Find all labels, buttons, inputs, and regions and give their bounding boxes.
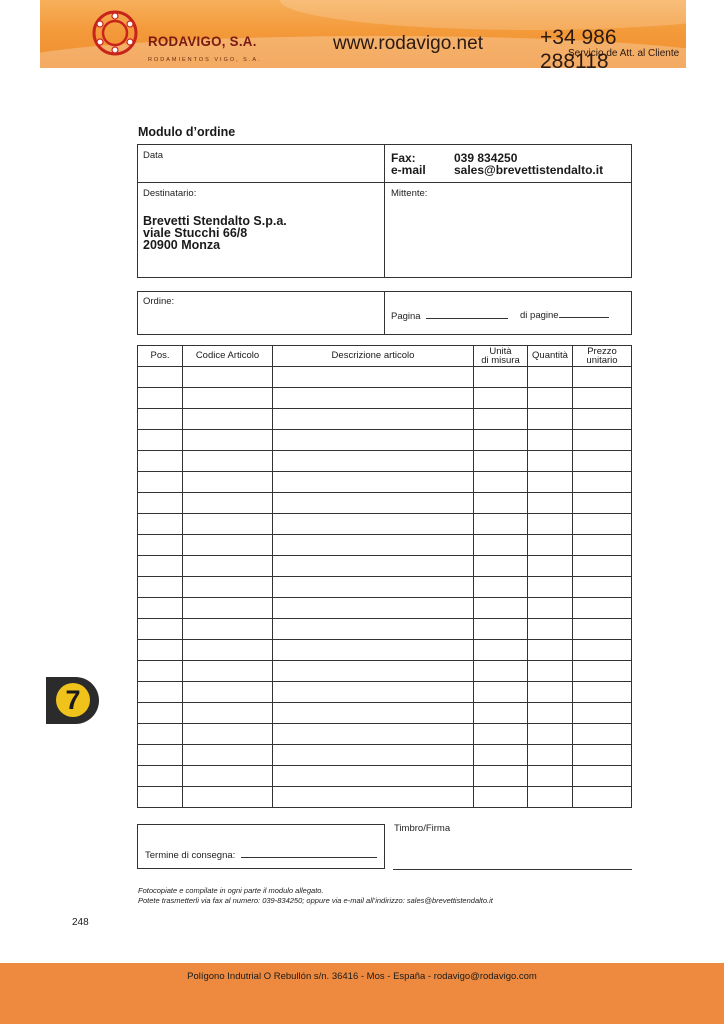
di-pagine-input-line[interactable] [559, 317, 609, 318]
table-cell[interactable] [528, 493, 573, 514]
table-cell[interactable] [528, 766, 573, 787]
table-cell[interactable] [573, 367, 632, 388]
recipient-line: viale Stucchi 66/8 [143, 226, 248, 240]
table-row [138, 703, 632, 724]
website-link[interactable]: www.rodavigo.net [333, 33, 483, 54]
table-cell[interactable] [528, 451, 573, 472]
table-cell[interactable] [273, 724, 474, 745]
col-header-unita-line1: Unità [489, 345, 512, 357]
table-cell[interactable] [474, 766, 528, 787]
table-cell[interactable] [528, 514, 573, 535]
table-cell[interactable] [474, 787, 528, 808]
table-cell[interactable] [573, 409, 632, 430]
table-cell[interactable] [273, 640, 474, 661]
table-cell[interactable] [528, 409, 573, 430]
table-cell[interactable] [183, 724, 273, 745]
table-cell[interactable] [273, 514, 474, 535]
table-row [138, 472, 632, 493]
table-cell[interactable] [138, 745, 183, 766]
table-row [138, 535, 632, 556]
table-cell[interactable] [573, 451, 632, 472]
table-cell[interactable] [273, 388, 474, 409]
table-cell[interactable] [474, 724, 528, 745]
table-cell[interactable] [528, 619, 573, 640]
page-number: 248 [72, 917, 89, 928]
table-cell[interactable] [273, 367, 474, 388]
table-cell[interactable] [573, 766, 632, 787]
table-cell[interactable] [183, 682, 273, 703]
phone-number: +34 986 288118 [540, 26, 617, 68]
table-row [138, 766, 632, 787]
table-cell[interactable] [138, 640, 183, 661]
table-cell[interactable] [474, 367, 528, 388]
table-cell[interactable] [528, 556, 573, 577]
table-row [138, 577, 632, 598]
table-cell[interactable] [273, 703, 474, 724]
table-row [138, 787, 632, 808]
table-cell[interactable] [573, 682, 632, 703]
footer-address: Polígono Indutrial O Rebullón s/n. 36416 - Mos - España - rodavigo@rodavigo.com [187, 971, 537, 982]
table-cell[interactable] [138, 430, 183, 451]
table-row [138, 661, 632, 682]
table-row [138, 745, 632, 766]
brand-name: RODAVIGO, S.A. [148, 33, 257, 49]
signature-line[interactable] [393, 869, 632, 870]
table-cell[interactable] [573, 388, 632, 409]
table-cell[interactable] [474, 682, 528, 703]
table-row [138, 724, 632, 745]
table-cell[interactable] [474, 619, 528, 640]
table-cell[interactable] [528, 640, 573, 661]
table-cell[interactable] [573, 514, 632, 535]
table-cell[interactable] [573, 472, 632, 493]
table-cell[interactable] [183, 598, 273, 619]
table-cell[interactable] [183, 514, 273, 535]
termine-label: Termine di consegna: [145, 850, 236, 861]
table-cell[interactable] [183, 745, 273, 766]
section-tab [46, 677, 99, 724]
data-label: Data [143, 150, 164, 161]
table-cell[interactable] [528, 787, 573, 808]
table-cell[interactable] [183, 430, 273, 451]
col-header-prezzo-line2: unitario [586, 355, 618, 366]
table-cell[interactable] [138, 598, 183, 619]
di-pagine-label: di pagine [520, 310, 559, 321]
termine-field[interactable] [145, 850, 377, 861]
table-cell[interactable] [528, 430, 573, 451]
col-header-quantita: Quantità [528, 346, 573, 367]
table-cell[interactable] [138, 766, 183, 787]
table-cell[interactable] [138, 661, 183, 682]
table-cell[interactable] [273, 682, 474, 703]
table-cell[interactable] [138, 787, 183, 808]
table-cell[interactable] [183, 472, 273, 493]
table-cell[interactable] [138, 388, 183, 409]
table-header-row [138, 346, 632, 367]
table-cell[interactable] [138, 577, 183, 598]
table-cell[interactable] [273, 787, 474, 808]
table-cell[interactable] [273, 535, 474, 556]
table-cell[interactable] [138, 514, 183, 535]
table-cell[interactable] [183, 787, 273, 808]
header-banner [40, 0, 686, 68]
table-cell[interactable] [573, 535, 632, 556]
mittente-label: Mittente: [391, 188, 428, 199]
table-cell[interactable] [528, 724, 573, 745]
di-pagine-field[interactable] [520, 310, 609, 321]
table-cell[interactable] [273, 409, 474, 430]
timbro-label: Timbro/Firma [394, 823, 451, 834]
table-cell[interactable] [573, 493, 632, 514]
table-cell[interactable] [273, 577, 474, 598]
brand-subtitle: RODAMIENTOS VIGO, S.A. [148, 57, 262, 63]
col-header-descrizione: Descrizione articolo [273, 346, 474, 367]
table-cell[interactable] [273, 430, 474, 451]
bearing-logo-icon [92, 10, 138, 56]
table-cell[interactable] [573, 787, 632, 808]
table-cell[interactable] [138, 535, 183, 556]
table-cell[interactable] [528, 535, 573, 556]
pagina-label: Pagina [391, 311, 421, 322]
table-cell[interactable] [474, 430, 528, 451]
table-cell[interactable] [573, 619, 632, 640]
col-header-prezzo [573, 346, 632, 367]
table-cell[interactable] [573, 430, 632, 451]
table-row [138, 451, 632, 472]
table-row [138, 682, 632, 703]
form-title: Modulo d’ordine [138, 125, 236, 139]
table-cell[interactable] [573, 661, 632, 682]
table-cell[interactable] [573, 598, 632, 619]
table-cell[interactable] [183, 661, 273, 682]
table-cell[interactable] [573, 745, 632, 766]
table-cell[interactable] [474, 535, 528, 556]
footer-bar [0, 963, 724, 1024]
table-cell[interactable] [138, 409, 183, 430]
table-row [138, 409, 632, 430]
table-cell[interactable] [528, 745, 573, 766]
fax-label: Fax: [391, 151, 416, 165]
table-cell[interactable] [183, 577, 273, 598]
table-cell[interactable] [183, 451, 273, 472]
table-cell[interactable] [573, 556, 632, 577]
pagina-field[interactable] [391, 311, 508, 322]
table-cell[interactable] [528, 682, 573, 703]
table-cell[interactable] [183, 388, 273, 409]
recipient-address [143, 215, 287, 251]
table-cell[interactable] [474, 661, 528, 682]
section-number: 7 [56, 683, 90, 717]
table-cell[interactable] [183, 367, 273, 388]
table-cell[interactable] [474, 703, 528, 724]
table-cell[interactable] [474, 409, 528, 430]
table-cell[interactable] [273, 766, 474, 787]
table-cell[interactable] [183, 535, 273, 556]
table-cell[interactable] [573, 724, 632, 745]
table-cell[interactable] [138, 472, 183, 493]
table-cell[interactable] [273, 451, 474, 472]
table-cell[interactable] [528, 703, 573, 724]
table-cell[interactable] [573, 703, 632, 724]
table-row [138, 493, 632, 514]
table-cell[interactable] [183, 619, 273, 640]
table-row [138, 388, 632, 409]
destinatario-label: Destinatario: [143, 188, 197, 199]
table-cell[interactable] [474, 514, 528, 535]
email-label: e-mail [391, 163, 426, 177]
service-label: Servicio de Att. al Cliente [568, 48, 680, 59]
table-cell[interactable] [474, 388, 528, 409]
table-cell[interactable] [183, 493, 273, 514]
table-row [138, 640, 632, 661]
col-header-unita-line2: di misura [481, 355, 520, 366]
table-cell[interactable] [138, 724, 183, 745]
ordine-label: Ordine: [143, 296, 175, 307]
recipient-line: 20900 Monza [143, 238, 221, 252]
table-cell[interactable] [138, 451, 183, 472]
delivery-term-box [137, 824, 385, 869]
table-cell[interactable] [474, 745, 528, 766]
email-value[interactable]: sales@brevettistendalto.it [454, 163, 604, 177]
table-cell[interactable] [273, 619, 474, 640]
table-cell[interactable] [474, 472, 528, 493]
pagina-input-line[interactable] [426, 318, 508, 319]
table-cell[interactable] [528, 472, 573, 493]
table-cell[interactable] [573, 640, 632, 661]
table-cell[interactable] [528, 388, 573, 409]
table-cell[interactable] [273, 493, 474, 514]
table-row [138, 430, 632, 451]
table-cell[interactable] [138, 367, 183, 388]
table-row [138, 619, 632, 640]
note-line-2: Potete trasmetterli via fax al numero: 039-834250; oppure via e-mail all’indirizzo: sales@brevettistendalto.it [138, 896, 493, 905]
table-cell[interactable] [528, 367, 573, 388]
col-header-pos: Pos. [138, 346, 183, 367]
table-cell[interactable] [474, 577, 528, 598]
table-cell[interactable] [474, 598, 528, 619]
table-cell[interactable] [183, 556, 273, 577]
col-header-prezzo-line1: Prezzo [587, 345, 617, 357]
table-cell[interactable] [474, 451, 528, 472]
table-cell[interactable] [573, 577, 632, 598]
table-cell[interactable] [273, 556, 474, 577]
table-cell[interactable] [273, 598, 474, 619]
order-box-divider [384, 291, 385, 335]
table-cell[interactable] [273, 472, 474, 493]
table-row [138, 367, 632, 388]
table-cell[interactable] [138, 556, 183, 577]
table-cell[interactable] [273, 661, 474, 682]
table-cell[interactable] [528, 661, 573, 682]
order-items-table [137, 345, 632, 808]
table-cell[interactable] [183, 409, 273, 430]
table-cell[interactable] [273, 745, 474, 766]
table-row [138, 556, 632, 577]
table-cell[interactable] [138, 493, 183, 514]
table-cell[interactable] [183, 766, 273, 787]
table-cell[interactable] [528, 577, 573, 598]
table-cell[interactable] [528, 598, 573, 619]
table-cell[interactable] [474, 640, 528, 661]
col-header-unita [474, 346, 528, 367]
table-row [138, 514, 632, 535]
table-cell[interactable] [474, 493, 528, 514]
col-header-codice: Codice Articolo [183, 346, 273, 367]
table-cell[interactable] [138, 619, 183, 640]
note-line-1: Fotocopiate e compilate in ogni parte il modulo allegato. [138, 886, 324, 895]
table-cell[interactable] [474, 556, 528, 577]
table-row [138, 598, 632, 619]
table-cell[interactable] [183, 640, 273, 661]
table-cell[interactable] [138, 682, 183, 703]
table-cell[interactable] [183, 703, 273, 724]
table-cell[interactable] [138, 703, 183, 724]
fax-value: 039 834250 [454, 151, 518, 165]
recipient-line: Brevetti Stendalto S.p.a. [143, 214, 287, 228]
termine-input-line[interactable] [241, 857, 377, 858]
